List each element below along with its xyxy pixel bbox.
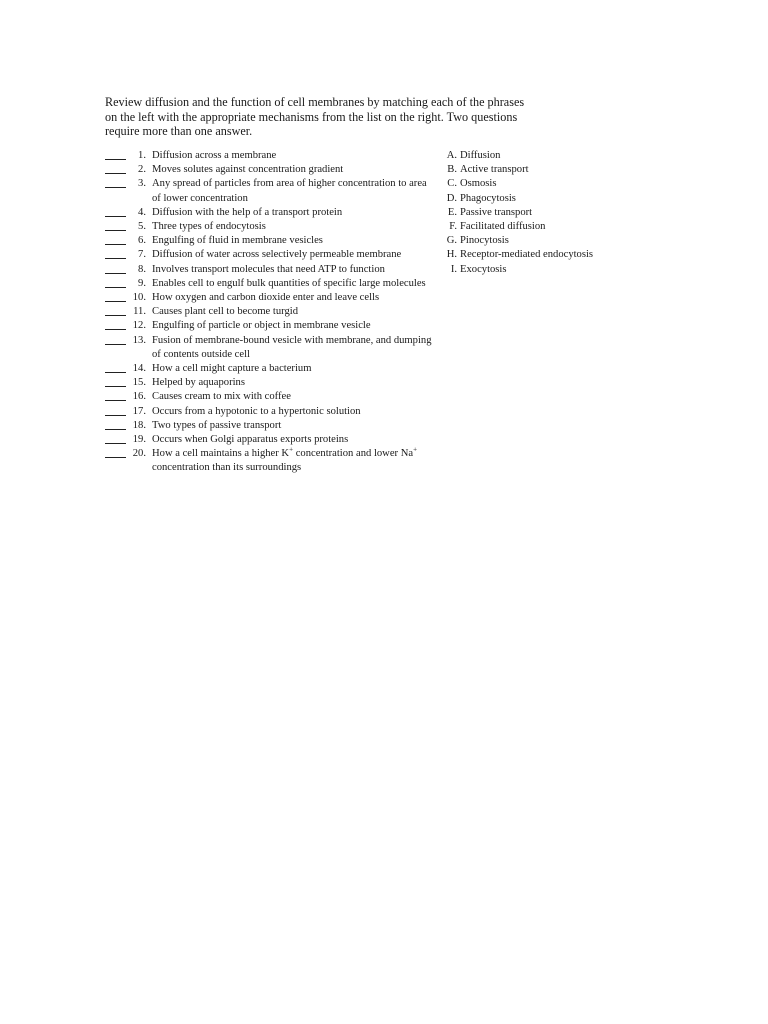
question-text-part: concentration and lower Na (293, 448, 414, 460)
question-text: Helped by aquaporins (152, 377, 245, 389)
answer-blank[interactable] (105, 305, 126, 316)
answer-blank[interactable] (105, 291, 126, 302)
choice-letter: G. (446, 235, 457, 247)
answer-blank[interactable] (105, 447, 126, 458)
question-text: Occurs when Golgi apparatus exports proteins (152, 434, 349, 446)
question-item (105, 234, 435, 248)
question-number: 18. (132, 419, 146, 431)
answer-blank[interactable] (105, 362, 126, 373)
question-text: Three types of endocytosis (152, 221, 266, 233)
question-text: Two types of passive transport (152, 419, 282, 431)
question-text: Moves solutes against concentration gradient (152, 164, 344, 176)
answer-choice (441, 163, 641, 177)
answer-blank[interactable] (105, 334, 126, 345)
question-text-part: concentration than its surroundings (152, 462, 302, 474)
question-text: Causes plant cell to become turgid (152, 306, 299, 318)
question-text: Involves transport molecules that need ATP to function (152, 263, 385, 275)
question-text: Enables cell to engulf bulk quantities of specific large molecules (152, 277, 426, 289)
question-number: 19. (132, 434, 146, 446)
question-text: Diffusion with the help of a transport protein (152, 206, 343, 218)
choice-letter: I. (450, 263, 457, 275)
answer-blank[interactable] (105, 376, 126, 387)
question-text: How oxygen and carbon dioxide enter and leave cells (152, 292, 380, 304)
choice-text: Active transport (460, 164, 529, 176)
question-text: Fusion of membrane-bound vesicle with membrane, and dumping of contents outside cell (152, 334, 432, 360)
answer-blank[interactable] (105, 263, 126, 274)
choice-text: Receptor-mediated endocytosis (460, 249, 594, 261)
choice-letter: B. (447, 164, 457, 176)
question-text: Diffusion across a membrane (152, 150, 277, 161)
question-item (105, 390, 435, 404)
question-number: 15. (132, 377, 146, 389)
question-number: 6. (138, 235, 146, 247)
answer-choice (441, 206, 641, 220)
superscript-plus: + (289, 445, 294, 454)
answer-blank[interactable] (105, 234, 126, 245)
question-text: Causes cream to mix with coffee (152, 391, 291, 403)
question-number: 10. (132, 292, 146, 304)
question-number: 13. (132, 334, 146, 346)
choice-letter: H. (446, 249, 457, 261)
question-text: Engulfing of particle or object in membrane vesicle (152, 320, 371, 332)
choice-text: Phagocytosis (460, 192, 516, 204)
answer-blank[interactable] (105, 405, 126, 416)
answer-blank[interactable] (105, 177, 126, 188)
choice-text: Diffusion (460, 150, 501, 161)
answer-blank[interactable] (105, 163, 126, 174)
question-number: 3. (138, 178, 146, 190)
answer-blank[interactable] (105, 433, 126, 444)
answer-choice (441, 149, 641, 163)
question-number: 1. (138, 150, 146, 161)
question-item (105, 149, 435, 163)
question-item (105, 362, 435, 376)
answer-choices-list (441, 149, 641, 277)
question-text-part: How a cell maintains a higher K (152, 448, 290, 460)
answer-blank[interactable] (105, 390, 126, 401)
question-item (105, 277, 435, 291)
question-item (105, 419, 435, 433)
choice-text: Exocytosis (460, 263, 507, 275)
answer-blank[interactable] (105, 248, 126, 259)
question-text: How a cell might capture a bacterium (152, 363, 312, 375)
question-number: 16. (132, 391, 146, 403)
question-item (105, 263, 435, 277)
answer-choice (441, 263, 641, 277)
answer-blank[interactable] (105, 277, 126, 288)
question-item (105, 319, 435, 333)
choice-text: Passive transport (460, 206, 533, 218)
choice-text: Facilitated diffusion (460, 221, 546, 233)
question-item (105, 376, 435, 390)
question-item (105, 220, 435, 234)
question-text: Any spread of particles from area of higher concentration to area of lower concentration (152, 178, 427, 204)
question-item (105, 206, 435, 220)
question-number: 5. (138, 221, 146, 233)
question-item (105, 163, 435, 177)
question-text: Occurs from a hypotonic to a hypertonic solution (152, 405, 361, 417)
choice-letter: D. (446, 192, 457, 204)
answer-blank[interactable] (105, 319, 126, 330)
question-item (105, 405, 435, 419)
question-item (105, 433, 435, 447)
answer-blank[interactable] (105, 149, 126, 160)
question-number: 20. (132, 448, 146, 460)
answer-choice (441, 248, 641, 262)
question-item (105, 291, 435, 305)
choice-text: Pinocytosis (460, 235, 509, 247)
question-number: 9. (138, 277, 146, 289)
answer-blank[interactable] (105, 419, 126, 430)
question-number: 14. (132, 363, 146, 375)
choice-letter: E. (447, 206, 457, 218)
questions-list (105, 149, 435, 476)
superscript-plus: + (413, 445, 418, 454)
question-item (105, 177, 435, 205)
question-number: 8. (138, 263, 146, 275)
question-text: Engulfing of fluid in membrane vesicles (152, 235, 323, 247)
answer-blank[interactable] (105, 220, 126, 231)
question-number: 12. (132, 320, 146, 332)
question-text (152, 447, 435, 475)
answer-choice (441, 234, 641, 248)
question-number: 4. (138, 206, 146, 218)
question-item (105, 305, 435, 319)
question-number: 17. (132, 405, 146, 417)
choice-text: Osmosis (460, 178, 497, 190)
question-text: Diffusion of water across selectively permeable membrane (152, 249, 402, 261)
answer-choice (441, 220, 641, 234)
choice-letter: C. (447, 178, 457, 190)
question-item (105, 248, 435, 262)
answer-choice (441, 177, 641, 191)
question-number: 11. (133, 306, 146, 318)
question-item (105, 447, 435, 475)
answer-choice (441, 192, 641, 206)
question-item (105, 334, 435, 362)
instructions-paragraph: Review diffusion and the function of cell membranes by matching each of the phrases on the left with the appropriate mechanisms from the list on the right. Two questions require more than one answer. (105, 95, 525, 138)
answer-blank[interactable] (105, 206, 126, 217)
question-number: 2. (138, 164, 146, 176)
choice-letter: A. (446, 150, 457, 161)
choice-letter: F. (449, 221, 457, 233)
question-number: 7. (138, 249, 146, 261)
